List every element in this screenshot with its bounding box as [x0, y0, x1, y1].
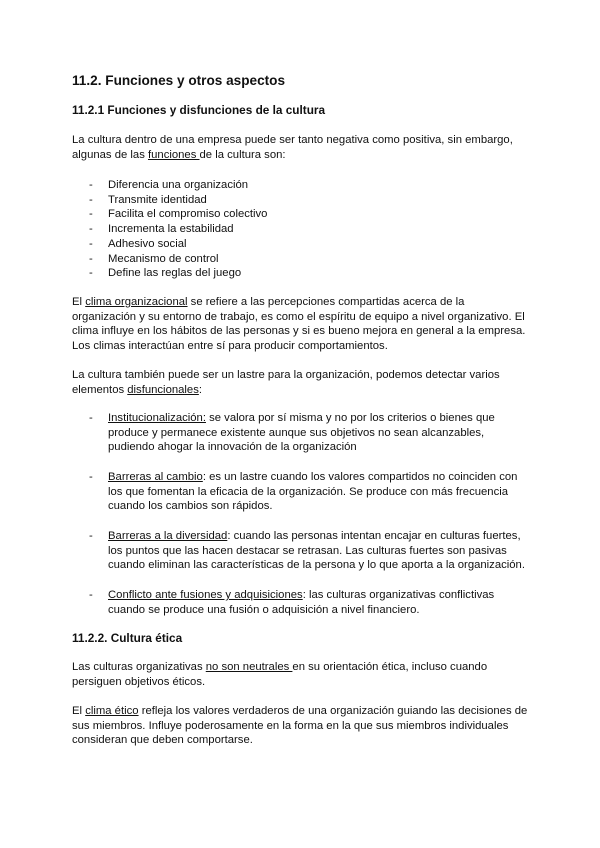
- dysfunctions-list: [72, 411, 528, 455]
- list-item: - Institucionalización: se valora por sí misma y no por los criterios o bienes que produce y permanece existente aunque sus objetivos no sean alcanzables, pudiendo ahogar la innovación de la organización: [72, 411, 528, 455]
- functions-list: [72, 178, 528, 281]
- section-title: 11.2. Funciones y otros aspectos: [72, 73, 286, 88]
- dysfunctions-list: [72, 588, 528, 617]
- list-item: - Facilita el compromiso colectivo: [72, 207, 528, 222]
- list-item: - Incrementa la estabilidad: [72, 222, 528, 237]
- list-item: - Define las reglas del juego: [72, 266, 528, 281]
- subsection-title-ethics: 11.2.2. Cultura ética: [72, 631, 183, 645]
- intro-paragraph: La cultura dentro de una empresa puede ser tanto negativa como positiva, sin embargo, algunas de las funciones de la cultura son:: [72, 134, 513, 161]
- ethics-paragraph: Las culturas organizativas no son neutrales en su orientación ética, incluso cuando persiguen objetivos éticos.: [72, 661, 488, 688]
- list-item: - Mecanismo de control: [72, 252, 528, 267]
- list-item: - Barreras a la diversidad: cuando las personas intentan encajar en culturas fuertes, los puntos que las hacen destacar se retrasan. Las culturas fuertes son pasivas cuando eliminan las características de la persona y lo que aporta a la organización.: [72, 529, 528, 573]
- list-item: - Diferencia una organización: [72, 178, 528, 193]
- subsection-title-functions: 11.2.1 Funciones y disfunciones de la cultura: [72, 103, 326, 117]
- dysfunctions-list: [72, 529, 528, 573]
- ethical-climate-paragraph: El clima ético refleja los valores verdaderos de una organización guiando las decisiones de sus miembros. Influye poderosamente en la forma en la que sus miembros individuales consideran que deben comportarse.: [72, 705, 528, 747]
- climate-paragraph: El clima organizacional se refiere a las percepciones compartidas acerca de la organización y su entorno de trabajo, es como el espíritu de equipo a nivel organizativo. El clima influye en los hábitos de las personas y si es bueno mejora en general a la empresa. Los climas interactúan entre sí para producir comportamientos.: [72, 296, 526, 353]
- list-item: - Adhesivo social: [72, 237, 528, 252]
- list-item: - Barreras al cambio: es un lastre cuando los valores compartidos no coinciden con los que fomentan la eficacia de la organización. Se produce con más frecuencia cuando los cambios son rápidos.: [72, 470, 528, 514]
- list-item: - Conflicto ante fusiones y adquisiciones: las culturas organizativas conflictivas cuando se produce una fusión o adquisición a nivel financiero.: [72, 588, 528, 617]
- dysfunctions-list: [72, 470, 528, 514]
- list-item: - Transmite identidad: [72, 193, 528, 208]
- dysfunctions-intro-paragraph: La cultura también puede ser un lastre para la organización, podemos detectar varios elementos disfuncionales:: [72, 369, 500, 396]
